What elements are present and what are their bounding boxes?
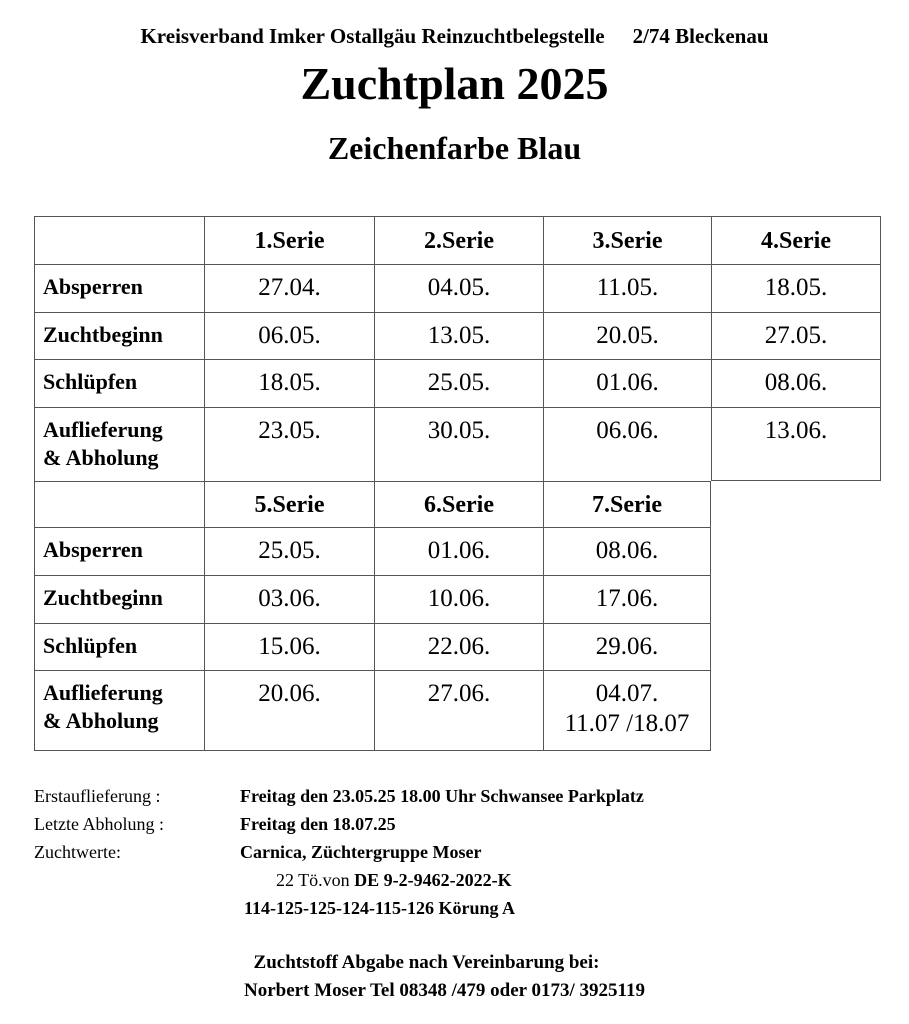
date-value: 04.07.	[595, 680, 659, 707]
date-value: 13.06.	[764, 417, 828, 444]
row-label-schluepfen: Schlüpfen	[34, 359, 204, 407]
letzte-abholung-label: Letzte Abholung :	[34, 814, 164, 834]
contact-intro: Zuchtstoff Abgabe nach Vereinbarung bei:	[253, 952, 600, 973]
date-value: 20.06.	[258, 680, 321, 707]
date-cell: 29.06.	[543, 623, 711, 670]
series-header: 7.Serie	[543, 481, 711, 527]
date-cell	[204, 407, 374, 481]
date-cell	[204, 670, 374, 751]
row-label-line: & Abholung	[43, 708, 159, 733]
date-cell: 03.06.	[204, 575, 374, 623]
row-label-absperren: Absperren	[34, 264, 204, 312]
zuchtwerte-code: DE 9-2-9462-2022-K	[354, 870, 512, 890]
erstauflieferung-label: Erstauflieferung :	[34, 786, 161, 806]
letzte-abholung-value: Freitag den 18.07.25	[240, 814, 396, 834]
date-value-extra: 11.07 /18.07	[564, 710, 690, 737]
date-cell: 01.06.	[374, 527, 543, 575]
organization-name: Kreisverband Imker Ostallgäu Reinzuchtbelegstelle	[140, 24, 605, 48]
date-cell: 18.05.	[204, 359, 374, 407]
row-label-zuchtbeginn: Zuchtbeginn	[34, 312, 204, 359]
date-cell: 08.06.	[543, 527, 711, 575]
row-label-absperren: Absperren	[34, 527, 204, 575]
date-value: 06.06.	[596, 417, 659, 444]
row-label-auflieferung	[34, 670, 204, 751]
date-cell: 13.05.	[374, 312, 543, 359]
table-corner-cell	[34, 216, 204, 264]
zuchtwerte-line-1: Carnica, Züchtergruppe Moser	[240, 842, 482, 862]
series-header: 5.Serie	[204, 481, 374, 527]
date-cell: 11.05.	[543, 264, 711, 312]
zuchtwerte-prefix: 22 Tö.von	[276, 870, 355, 890]
series-header: 6.Serie	[374, 481, 543, 527]
date-cell: 25.05.	[374, 359, 543, 407]
date-cell: 20.05.	[543, 312, 711, 359]
date-cell: 15.06.	[204, 623, 374, 670]
date-value: 27.06.	[427, 680, 491, 707]
date-cell: 17.06.	[543, 575, 711, 623]
date-cell: 27.05.	[711, 312, 881, 359]
row-label-line: Auflieferung	[43, 680, 163, 705]
series-header: 4.Serie	[711, 216, 881, 264]
date-cell: 06.05.	[204, 312, 374, 359]
series-header: 2.Serie	[374, 216, 543, 264]
date-value: 30.05.	[427, 417, 491, 444]
organization-header	[0, 24, 909, 49]
date-cell: 25.05.	[204, 527, 374, 575]
zuchtwerte-line-3: 114-125-125-124-115-126 Körung A	[244, 898, 516, 918]
row-label-zuchtbeginn: Zuchtbeginn	[34, 575, 204, 623]
date-value: 23.05.	[258, 417, 321, 444]
row-label-line: Auflieferung	[43, 417, 163, 442]
date-cell: 04.05.	[374, 264, 543, 312]
row-label-schluepfen: Schlüpfen	[34, 623, 204, 670]
date-cell	[543, 670, 711, 751]
page-subtitle: Zeichenfarbe Blau	[327, 130, 582, 166]
date-cell: 22.06.	[374, 623, 543, 670]
zuchtwerte-line-2	[276, 870, 512, 891]
page-title: Zuchtplan 2025	[300, 58, 609, 109]
zuchtwerte-label: Zuchtwerte:	[34, 842, 121, 862]
series-header: 1.Serie	[204, 216, 374, 264]
series-header: 3.Serie	[543, 216, 711, 264]
date-cell	[374, 670, 543, 751]
date-cell	[711, 407, 881, 481]
date-cell: 18.05.	[711, 264, 881, 312]
date-cell: 27.04.	[204, 264, 374, 312]
date-cell: 08.06.	[711, 359, 881, 407]
row-label-line: & Abholung	[43, 445, 159, 470]
table-corner-cell	[34, 481, 204, 527]
date-cell: 10.06.	[374, 575, 543, 623]
date-cell	[374, 407, 543, 481]
station-number: 2/74 Bleckenau	[632, 24, 769, 48]
row-label-auflieferung	[34, 407, 204, 481]
contact-details: Norbert Moser Tel 08348 /479 oder 0173/ 3925119	[244, 980, 645, 1001]
date-cell	[543, 407, 711, 481]
erstauflieferung-value: Freitag den 23.05.25 18.00 Uhr Schwansee Parkplatz	[240, 786, 644, 806]
date-cell: 01.06.	[543, 359, 711, 407]
